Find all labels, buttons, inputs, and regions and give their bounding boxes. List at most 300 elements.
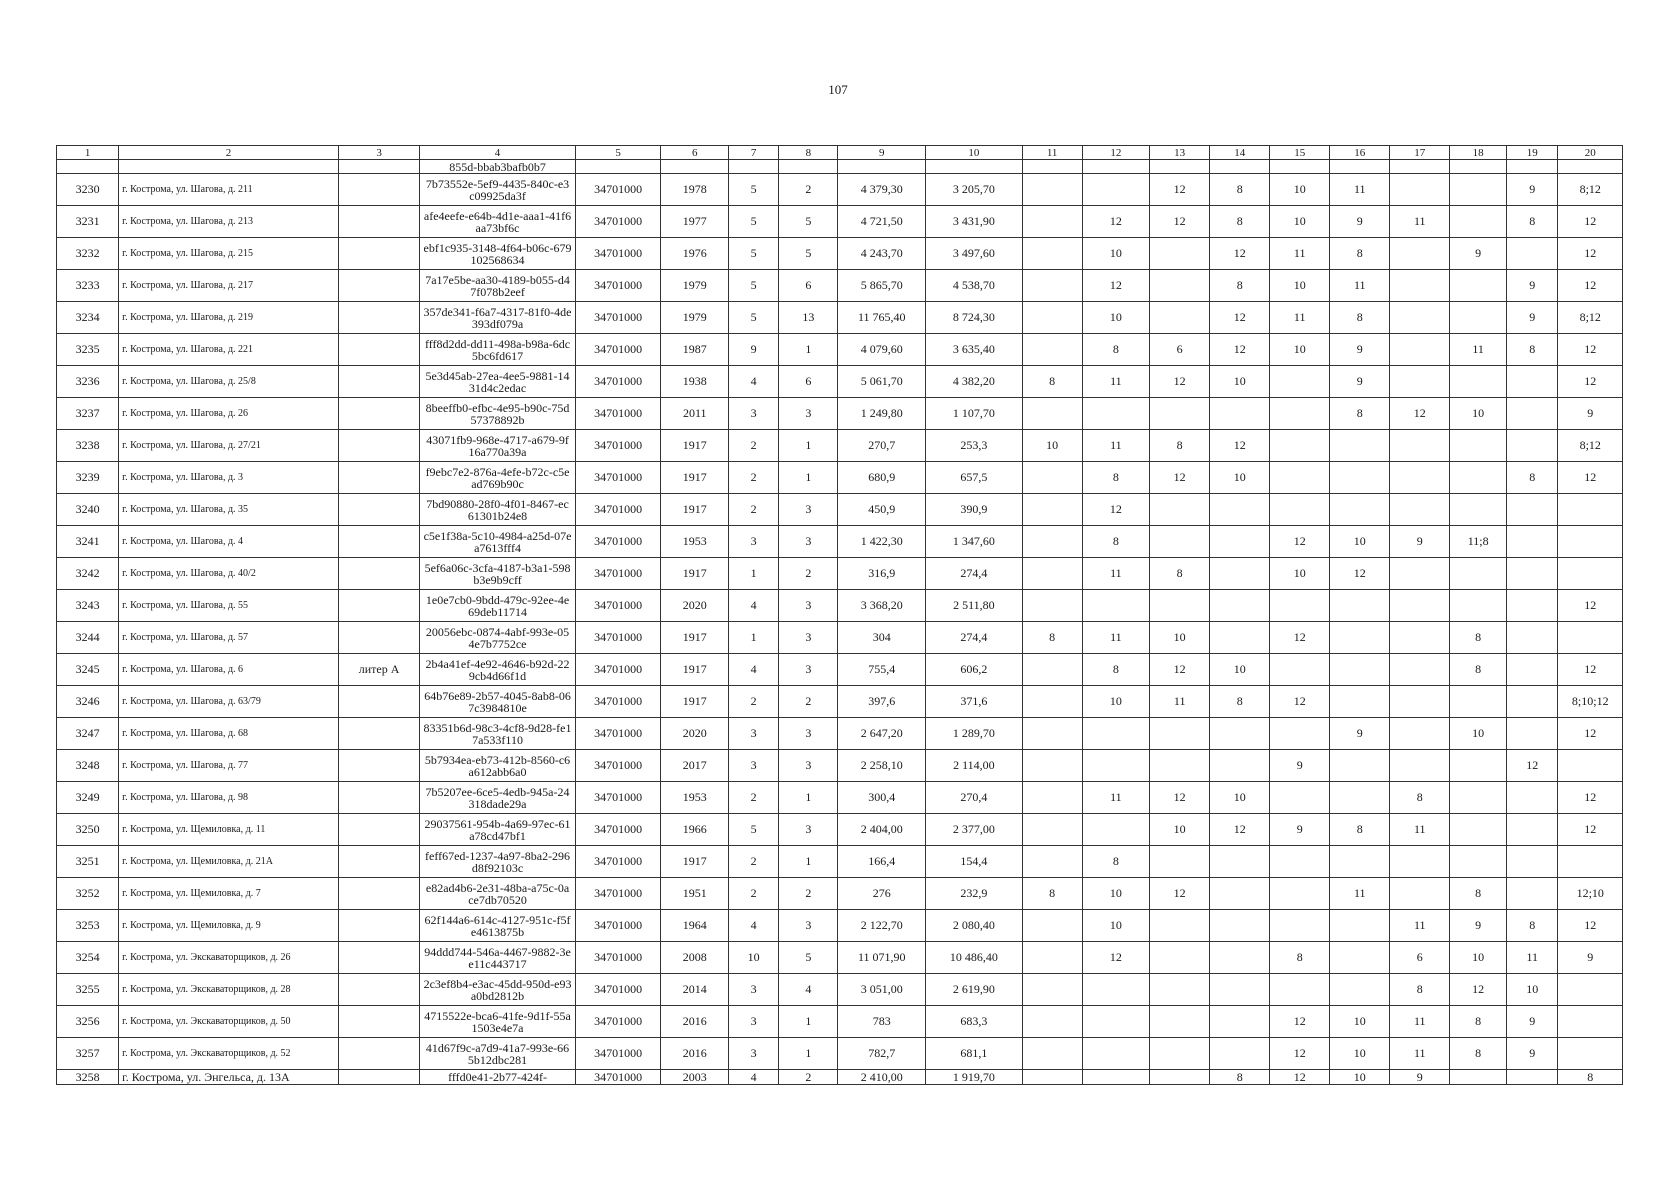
cell-floors: 2 (728, 782, 778, 814)
cell-c14 (1210, 718, 1270, 750)
column-header: 5 (575, 146, 661, 160)
cell-c19 (1507, 238, 1558, 270)
cell-fias-guid: afe4eefe-e64b-4d1e-aaa1-41f6aa73bf6c (420, 206, 575, 238)
cell-year-built: 1917 (661, 846, 729, 878)
cell-address: г. Кострома, ул. Шагова, д. 98 (119, 782, 339, 814)
cell-note (338, 558, 419, 590)
cell-oktmo-code: 34701000 (575, 238, 661, 270)
continued-row (57, 160, 1623, 174)
cell-c17: 11 (1390, 814, 1450, 846)
cell-floors: 5 (728, 206, 778, 238)
cell-c19: 9 (1507, 174, 1558, 206)
cell-fias-guid: 2b4a41ef-4e92-4646-b92d-229cb4d66f1d (420, 654, 575, 686)
cell-living-area: 681,1 (926, 1038, 1022, 1070)
cell-c11 (1022, 686, 1082, 718)
cell-address: г. Кострома, ул. Шагова, д. 25/8 (119, 366, 339, 398)
cell-fias-guid: 41d67f9c-a7d9-41a7-993e-665b12dbc281 (420, 1038, 575, 1070)
cell-living-area: 606,2 (926, 654, 1022, 686)
cell-c15 (1270, 782, 1330, 814)
cell-floors: 2 (728, 846, 778, 878)
cell-c11 (1022, 1006, 1082, 1038)
cell-c17 (1390, 238, 1450, 270)
cell-floors: 5 (728, 302, 778, 334)
cell-address: г. Кострома, ул. Шагова, д. 4 (119, 526, 339, 558)
cell-c13 (1150, 974, 1210, 1006)
cell-floors: 2 (728, 686, 778, 718)
cell-note (338, 430, 419, 462)
cell-address: г. Кострома, ул. Экскаваторщиков, д. 26 (119, 942, 339, 974)
cell-c12: 8 (1082, 654, 1150, 686)
cell-total-area: 3 368,20 (838, 590, 926, 622)
column-header: 4 (420, 146, 575, 160)
cell-c17 (1390, 462, 1450, 494)
cell-c17 (1390, 494, 1450, 526)
cell-row-number: 3238 (57, 430, 119, 462)
cell-c16: 9 (1330, 334, 1390, 366)
cell-living-area: 3 497,60 (926, 238, 1022, 270)
cell-c14: 10 (1210, 782, 1270, 814)
cell-c13 (1150, 270, 1210, 302)
cell-address: г. Кострома, ул. Экскаваторщиков, д. 28 (119, 974, 339, 1006)
cell-fias-guid: 8beeffb0-efbc-4e95-b90c-75d57378892b (420, 398, 575, 430)
cell-note (338, 878, 419, 910)
cell-c11 (1022, 334, 1082, 366)
cell-c16: 9 (1330, 366, 1390, 398)
cell-c18 (1450, 174, 1507, 206)
cell-row-number: 3257 (57, 1038, 119, 1070)
cell-c13 (1150, 590, 1210, 622)
cell-total-area: 4 243,70 (838, 238, 926, 270)
column-header: 7 (728, 146, 778, 160)
cell-note (338, 174, 419, 206)
cell-c11 (1022, 174, 1082, 206)
cell-note (338, 526, 419, 558)
cell-total-area: 680,9 (838, 462, 926, 494)
cell-c15 (1270, 430, 1330, 462)
table-row (57, 494, 1623, 526)
cell-row-number: 3252 (57, 878, 119, 910)
cell-total-area: 166,4 (838, 846, 926, 878)
cell-c15: 12 (1270, 686, 1330, 718)
table-row (57, 782, 1623, 814)
cell-row-number: 3242 (57, 558, 119, 590)
cell-oktmo-code: 34701000 (575, 430, 661, 462)
cell-c16 (1330, 942, 1390, 974)
cell-c18 (1450, 814, 1507, 846)
cell-c13: 8 (1150, 558, 1210, 590)
cell-year-built: 1917 (661, 430, 729, 462)
cell-c13 (1150, 718, 1210, 750)
table-row (57, 302, 1623, 334)
cell-note (338, 238, 419, 270)
cell-year-built: 1979 (661, 302, 729, 334)
cell-c15: 12 (1270, 1006, 1330, 1038)
column-header: 6 (661, 146, 729, 160)
cell-note (338, 270, 419, 302)
cell-address: г. Кострома, ул. Щемиловка, д. 21А (119, 846, 339, 878)
cell-oktmo-code: 34701000 (575, 1006, 661, 1038)
cell-row-number: 3234 (57, 302, 119, 334)
cell-row-number: 3239 (57, 462, 119, 494)
cell-entrances: 1 (779, 334, 838, 366)
cell-year-built: 2016 (661, 1006, 729, 1038)
cell-total-area: 11 071,90 (838, 942, 926, 974)
cell-fias-guid: ebf1c935-3148-4f64-b06c-679102568634 (420, 238, 575, 270)
cell-c16 (1330, 782, 1390, 814)
page-number: 107 (828, 82, 848, 97)
cell-floors: 5 (728, 814, 778, 846)
cell-year-built: 1953 (661, 782, 729, 814)
cell-year-built: 1976 (661, 238, 729, 270)
cell-c11 (1022, 654, 1082, 686)
cell-year-built: 1917 (661, 686, 729, 718)
cell-entrances: 1 (779, 846, 838, 878)
cell-c19: 8 (1507, 334, 1558, 366)
cell-entrances: 3 (779, 622, 838, 654)
cell-floors: 5 (728, 238, 778, 270)
cell-c12: 10 (1082, 878, 1150, 910)
cell-address: г. Кострома, ул. Щемиловка, д. 7 (119, 878, 339, 910)
cell-living-area: 3 431,90 (926, 206, 1022, 238)
cell-entrances: 5 (779, 238, 838, 270)
cell-total-area: 450,9 (838, 494, 926, 526)
cell-note (338, 590, 419, 622)
cell-oktmo-code: 34701000 (575, 494, 661, 526)
cell-c16: 9 (1330, 718, 1390, 750)
cell-total-area: 755,4 (838, 654, 926, 686)
cell-c12: 11 (1082, 782, 1150, 814)
cell-c15: 10 (1270, 334, 1330, 366)
cell-entrances: 3 (779, 814, 838, 846)
table-row (57, 718, 1623, 750)
cell-fias-guid: f9ebc7e2-876a-4efe-b72c-c5ead769b90c (420, 462, 575, 494)
cell-c15 (1270, 654, 1330, 686)
cell-entrances: 6 (779, 270, 838, 302)
cell-c12 (1082, 590, 1150, 622)
cell-address: г. Кострома, ул. Шагова, д. 77 (119, 750, 339, 782)
cell-note (338, 494, 419, 526)
cell-c11 (1022, 494, 1082, 526)
cell-row-number: 3248 (57, 750, 119, 782)
cell-floors: 2 (728, 494, 778, 526)
cell-c19: 8 (1507, 206, 1558, 238)
cell-c12 (1082, 750, 1150, 782)
cell-c19 (1507, 526, 1558, 558)
cell-fias-guid: fffd0e41-2b77-424f- (420, 1070, 575, 1085)
cell-c14: 12 (1210, 334, 1270, 366)
cell-oktmo-code: 34701000 (575, 654, 661, 686)
cell-address: г. Кострома, ул. Щемиловка, д. 11 (119, 814, 339, 846)
cell-row-number: 3249 (57, 782, 119, 814)
cell-c14: 8 (1210, 270, 1270, 302)
cell-oktmo-code: 34701000 (575, 1038, 661, 1070)
cell-c17 (1390, 846, 1450, 878)
column-header: 10 (926, 146, 1022, 160)
cell-c13: 10 (1150, 814, 1210, 846)
cell-c12: 10 (1082, 686, 1150, 718)
cell-c15 (1270, 846, 1330, 878)
cell-fias-guid: 7a17e5be-aa30-4189-b055-d47f078b2eef (420, 270, 575, 302)
cell-c13: 11 (1150, 686, 1210, 718)
cell-c16: 11 (1330, 270, 1390, 302)
cell-c20: 12 (1558, 238, 1623, 270)
cell-c14: 8 (1210, 686, 1270, 718)
cell-c16 (1330, 846, 1390, 878)
table-row (57, 334, 1623, 366)
cell-row-number: 3246 (57, 686, 119, 718)
cell-c14 (1210, 750, 1270, 782)
cell-oktmo-code: 34701000 (575, 974, 661, 1006)
table-row (57, 270, 1623, 302)
cell-c18 (1450, 270, 1507, 302)
cell-c19 (1507, 430, 1558, 462)
cell-note (338, 974, 419, 1006)
cell-floors: 3 (728, 1006, 778, 1038)
cell-c19: 9 (1507, 1038, 1558, 1070)
cell-entrances: 3 (779, 526, 838, 558)
cell-oktmo-code: 34701000 (575, 526, 661, 558)
cell-oktmo-code: 34701000 (575, 398, 661, 430)
table-row (57, 558, 1623, 590)
cell-c18 (1450, 206, 1507, 238)
cell-c14 (1210, 494, 1270, 526)
cell-c19 (1507, 718, 1558, 750)
cell-c15 (1270, 494, 1330, 526)
cell-fias-guid: 29037561-954b-4a69-97ec-61a78cd47bf1 (420, 814, 575, 846)
cell-note: литер А (338, 654, 419, 686)
cell-c18 (1450, 750, 1507, 782)
cell-oktmo-code: 34701000 (575, 718, 661, 750)
cell-c20: 12 (1558, 366, 1623, 398)
cell-entrances: 2 (779, 686, 838, 718)
cell-address: г. Кострома, ул. Шагова, д. 40/2 (119, 558, 339, 590)
cell-c15 (1270, 590, 1330, 622)
cell-c13 (1150, 494, 1210, 526)
cell-c11 (1022, 1070, 1082, 1085)
cell-c13 (1150, 1038, 1210, 1070)
cell-living-area: 232,9 (926, 878, 1022, 910)
cell-c20 (1558, 622, 1623, 654)
cell-c17 (1390, 270, 1450, 302)
cell-c19 (1507, 686, 1558, 718)
cell-year-built: 1964 (661, 910, 729, 942)
cell-c14 (1210, 910, 1270, 942)
cell-row-number: 3250 (57, 814, 119, 846)
cell-row-number: 3231 (57, 206, 119, 238)
cell-total-area: 4 379,30 (838, 174, 926, 206)
cell-year-built: 1917 (661, 654, 729, 686)
cell-c11: 8 (1022, 878, 1082, 910)
cell-fias-guid: 20056ebc-0874-4abf-993e-054e7b7752ce (420, 622, 575, 654)
cell-c15: 12 (1270, 622, 1330, 654)
cell-c11: 8 (1022, 366, 1082, 398)
cell-c20 (1558, 974, 1623, 1006)
cell-floors: 1 (728, 558, 778, 590)
cell-c17 (1390, 686, 1450, 718)
cell-c20: 12 (1558, 814, 1623, 846)
cell-row-number: 3256 (57, 1006, 119, 1038)
cell-total-area: 2 122,70 (838, 910, 926, 942)
cell-fias-guid: 5e3d45ab-27ea-4ee5-9881-1431d4c2edac (420, 366, 575, 398)
cell-floors: 2 (728, 462, 778, 494)
cell-total-area: 5 865,70 (838, 270, 926, 302)
cell-c20: 9 (1558, 398, 1623, 430)
cell-c17 (1390, 302, 1450, 334)
cell-c20: 12 (1558, 206, 1623, 238)
cell-c20: 8 (1558, 1070, 1623, 1085)
cell-floors: 3 (728, 974, 778, 1006)
cell-entrances: 4 (779, 974, 838, 1006)
cell-note (338, 814, 419, 846)
table-row (57, 174, 1623, 206)
cell-total-area: 2 258,10 (838, 750, 926, 782)
cell-living-area: 253,3 (926, 430, 1022, 462)
cell-c15 (1270, 878, 1330, 910)
cell-c12: 11 (1082, 558, 1150, 590)
cell-row-number: 3230 (57, 174, 119, 206)
cell-c19: 9 (1507, 1006, 1558, 1038)
cell-total-area: 270,7 (838, 430, 926, 462)
cell-c15: 9 (1270, 750, 1330, 782)
cell-c15 (1270, 718, 1330, 750)
cell-c13 (1150, 398, 1210, 430)
cell-c15: 11 (1270, 302, 1330, 334)
cell-entrances: 2 (779, 558, 838, 590)
cell-total-area: 304 (838, 622, 926, 654)
cell-living-area: 1 919,70 (926, 1070, 1022, 1085)
cell-c19: 9 (1507, 302, 1558, 334)
cell-c18 (1450, 846, 1507, 878)
cell-c16: 11 (1330, 878, 1390, 910)
cell-c17: 12 (1390, 398, 1450, 430)
cell-c17 (1390, 750, 1450, 782)
cell-c14 (1210, 1038, 1270, 1070)
cell-floors: 2 (728, 878, 778, 910)
cell-c14 (1210, 846, 1270, 878)
cell-c13: 12 (1150, 654, 1210, 686)
cell-c19: 10 (1507, 974, 1558, 1006)
cell-fias-guid: 5ef6a06c-3cfa-4187-b3a1-598b3e9b9cff (420, 558, 575, 590)
cell-c17 (1390, 558, 1450, 590)
cell-c19 (1507, 558, 1558, 590)
cell-living-area: 274,4 (926, 558, 1022, 590)
table-row (57, 398, 1623, 430)
cell-year-built: 2011 (661, 398, 729, 430)
cell-entrances: 13 (779, 302, 838, 334)
cell-note (338, 462, 419, 494)
cell-c13 (1150, 238, 1210, 270)
cell-floors: 2 (728, 430, 778, 462)
table-row (57, 686, 1623, 718)
cell-c17: 11 (1390, 206, 1450, 238)
continued-guid: 855d-bbab3bafb0b7 (420, 160, 575, 174)
cell-entrances: 2 (779, 1070, 838, 1085)
cell-note (338, 366, 419, 398)
cell-address: г. Кострома, ул. Экскаваторщиков, д. 50 (119, 1006, 339, 1038)
cell-c14: 10 (1210, 366, 1270, 398)
cell-oktmo-code: 34701000 (575, 750, 661, 782)
cell-note (338, 718, 419, 750)
table-row (57, 430, 1623, 462)
cell-fias-guid: 2c3ef8b4-e3ac-45dd-950d-e93a0bd2812b (420, 974, 575, 1006)
cell-note (338, 846, 419, 878)
cell-floors: 3 (728, 526, 778, 558)
cell-living-area: 270,4 (926, 782, 1022, 814)
cell-c19 (1507, 654, 1558, 686)
cell-c19 (1507, 590, 1558, 622)
table-row (57, 750, 1623, 782)
cell-c11 (1022, 942, 1082, 974)
cell-c12: 12 (1082, 942, 1150, 974)
cell-c11 (1022, 910, 1082, 942)
cell-total-area: 276 (838, 878, 926, 910)
column-header: 20 (1558, 146, 1623, 160)
cell-year-built: 1966 (661, 814, 729, 846)
table-row (57, 462, 1623, 494)
cell-c15: 8 (1270, 942, 1330, 974)
cell-c18: 8 (1450, 1006, 1507, 1038)
cell-floors: 3 (728, 1038, 778, 1070)
cell-c19: 8 (1507, 910, 1558, 942)
cell-c12: 10 (1082, 238, 1150, 270)
cell-c20: 12 (1558, 910, 1623, 942)
cell-fias-guid: 83351b6d-98c3-4cf8-9d28-fe17a533f110 (420, 718, 575, 750)
cell-row-number: 3247 (57, 718, 119, 750)
cell-total-area: 300,4 (838, 782, 926, 814)
cell-c16: 8 (1330, 814, 1390, 846)
cell-c12: 8 (1082, 846, 1150, 878)
cell-c11 (1022, 302, 1082, 334)
cell-c11 (1022, 974, 1082, 1006)
cell-entrances: 1 (779, 1006, 838, 1038)
cell-c15 (1270, 974, 1330, 1006)
cell-row-number: 3237 (57, 398, 119, 430)
cell-c20: 12 (1558, 462, 1623, 494)
cell-c12 (1082, 1038, 1150, 1070)
column-header: 8 (779, 146, 838, 160)
cell-c12: 11 (1082, 430, 1150, 462)
cell-c11 (1022, 782, 1082, 814)
cell-oktmo-code: 34701000 (575, 942, 661, 974)
column-header: 19 (1507, 146, 1558, 160)
cell-c11: 10 (1022, 430, 1082, 462)
cell-row-number: 3245 (57, 654, 119, 686)
cell-c17: 11 (1390, 1006, 1450, 1038)
cell-c14: 12 (1210, 430, 1270, 462)
cell-c14: 8 (1210, 206, 1270, 238)
cell-c20 (1558, 1038, 1623, 1070)
cell-c12: 10 (1082, 302, 1150, 334)
cell-fias-guid: e82ad4b6-2e31-48ba-a75c-0ace7db70520 (420, 878, 575, 910)
cell-c16 (1330, 622, 1390, 654)
cell-row-number: 3251 (57, 846, 119, 878)
cell-oktmo-code: 34701000 (575, 366, 661, 398)
table-row (57, 590, 1623, 622)
cell-c14: 8 (1210, 1070, 1270, 1085)
cell-oktmo-code: 34701000 (575, 174, 661, 206)
cell-row-number: 3253 (57, 910, 119, 942)
cell-floors: 10 (728, 942, 778, 974)
cell-c14 (1210, 974, 1270, 1006)
cell-c14 (1210, 558, 1270, 590)
cell-c13 (1150, 910, 1210, 942)
cell-oktmo-code: 34701000 (575, 910, 661, 942)
cell-c14: 12 (1210, 238, 1270, 270)
cell-year-built: 1951 (661, 878, 729, 910)
cell-c20: 8;12 (1558, 430, 1623, 462)
cell-note (338, 750, 419, 782)
cell-c16 (1330, 462, 1390, 494)
